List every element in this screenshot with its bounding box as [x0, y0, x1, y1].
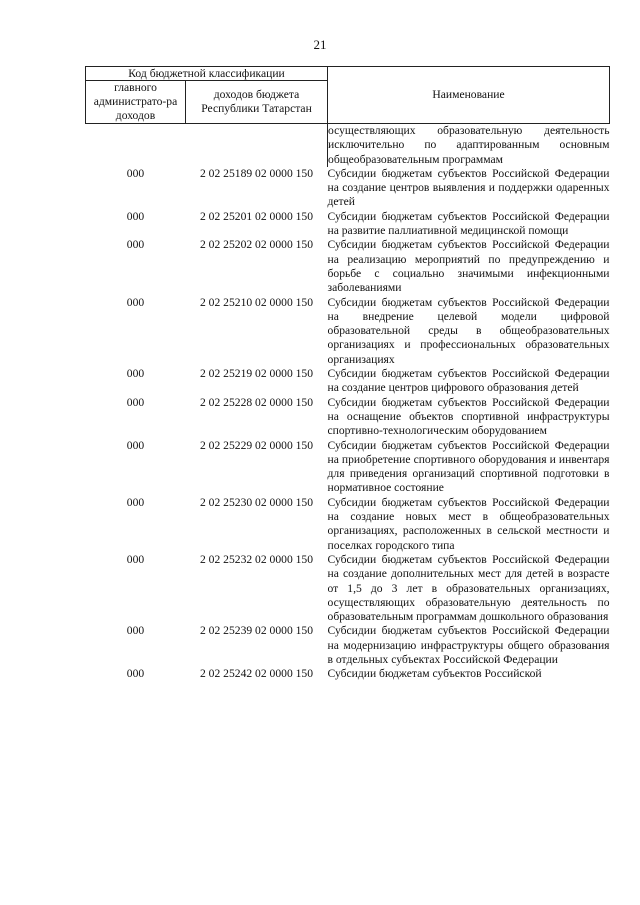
income-code-cell: 2 02 25229 02 0000 150	[199, 438, 314, 452]
admin-code-cell: 000	[126, 238, 145, 252]
name-cell: Субсидии бюджетам субъектов Российской Федерации на реализацию мероприятий по предупреждению и борьбе с социально значимыми инфекционными заболеваниями	[327, 238, 610, 295]
name-cell: Субсидии бюджетам субъектов Российской Федерации на модернизацию инфраструктуры общего образования в отдельных субъектах Российской Федерации	[327, 624, 610, 666]
income-code-cell: 2 02 25189 02 0000 150	[199, 166, 314, 180]
name-column-header: Наименование	[328, 67, 610, 124]
name-cell: Субсидии бюджетам субъектов Российской	[327, 667, 542, 681]
admin-code-cell: 000	[126, 552, 145, 566]
admin-code-cell: 000	[126, 438, 145, 452]
name-cell: Субсидии бюджетам субъектов Российской Федерации на создание дополнительных мест для детей в возрасте от 1,5 до 3 лет в образовательных организациях, осуществляющих образовательную деятельность по образовательным программам дошкольного образования	[327, 552, 610, 624]
income-column-header: доходов бюджета Республики Татарстан	[186, 81, 328, 124]
admin-code-cell: 000	[126, 395, 145, 409]
name-cell: Субсидии бюджетам субъектов Российской Федерации на создание центров выявления и поддержки одаренных детей	[327, 166, 610, 209]
table-row	[86, 624, 610, 667]
name-cell: Субсидии бюджетам субъектов Российской Федерации на внедрение целевой модели цифровой образовательной среды в общеобразовательных организациях и профессиональных образовательных организациях	[327, 295, 610, 366]
income-code-cell: 2 02 25201 02 0000 150	[199, 209, 314, 223]
name-cell: Субсидии бюджетам субъектов Российской Федерации на развитие паллиативной медицинской помощи	[327, 209, 610, 238]
admin-code-cell: 000	[126, 209, 145, 223]
income-code-cell: 2 02 25202 02 0000 150	[199, 238, 314, 252]
classification-code-header: Код бюджетной классификации	[86, 67, 328, 81]
table-row	[86, 238, 610, 295]
income-code-cell: 2 02 25210 02 0000 150	[199, 295, 314, 309]
income-code-cell: 2 02 25242 02 0000 150	[199, 667, 314, 681]
income-code-cell: 2 02 25232 02 0000 150	[199, 552, 314, 566]
admin-code-cell: 000	[126, 667, 145, 681]
table-row	[86, 167, 610, 210]
admin-column-header: главного администрато-ра доходов	[86, 81, 186, 124]
table-row-continuation	[86, 124, 610, 167]
income-code-cell	[186, 124, 328, 167]
table-body	[86, 124, 610, 682]
income-code-cell: 2 02 25228 02 0000 150	[199, 395, 314, 409]
table-row	[86, 296, 610, 367]
income-code-cell: 2 02 25219 02 0000 150	[199, 367, 314, 381]
page-number: 21	[313, 37, 327, 52]
admin-code-cell: 000	[126, 367, 145, 381]
admin-code-cell: 000	[126, 495, 145, 509]
table-row	[86, 439, 610, 496]
name-cell: Субсидии бюджетам субъектов Российской Федерации на создание центров цифрового образования детей	[327, 367, 610, 395]
admin-cell	[86, 124, 186, 167]
income-code-cell: 2 02 25230 02 0000 150	[199, 495, 314, 509]
table-row	[86, 396, 610, 439]
name-cell: Субсидии бюджетам субъектов Российской Федерации на оснащение объектов спортивной инфраструктуры спортивно-технологическим оборудованием	[327, 395, 610, 438]
table-row	[86, 667, 610, 681]
table-row	[86, 367, 610, 396]
table-row	[86, 210, 610, 239]
continuation-name-cell: осуществляющих образовательную деятельность исключительно по адаптированным основным общеобразовательным программам	[328, 124, 610, 166]
table-row	[86, 496, 610, 553]
name-cell: Субсидии бюджетам субъектов Российской Федерации на создание новых мест в общеобразовательных организациях, расположенных в сельской местности и поселках городского типа	[327, 495, 610, 552]
admin-code-cell: 000	[126, 624, 145, 638]
table-row	[86, 553, 610, 624]
budget-classification-table	[85, 66, 610, 682]
admin-code-cell: 000	[126, 295, 145, 309]
admin-code-cell: 000	[126, 166, 145, 180]
income-code-cell: 2 02 25239 02 0000 150	[199, 624, 314, 638]
name-cell: Субсидии бюджетам субъектов Российской Федерации на приобретение спортивного оборудования и инвентаря для приведения организаций спортивной подготовки в нормативное состояние	[327, 438, 610, 495]
